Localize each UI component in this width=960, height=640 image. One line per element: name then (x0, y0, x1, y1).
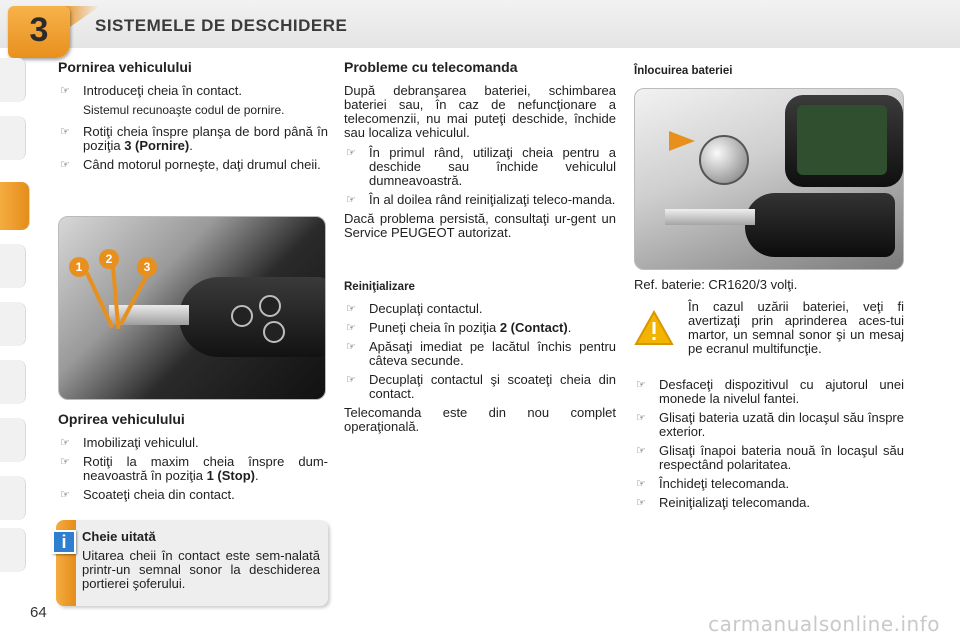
pointing-hand-icon: ☞ (60, 159, 70, 171)
reinit-final: Telecomanda este din nou complet operaţională. (344, 405, 616, 434)
position-marker-3: 3 (137, 257, 157, 277)
pointing-hand-icon: ☞ (636, 445, 646, 457)
column-middle (344, 60, 616, 440)
battery-replacement-photo (634, 88, 904, 270)
warning-text: În cazul uzării bateriei, veţi fi avertizaţi prin aprinderea aces-tui martor, un semnal sonor şi un mesaj pe ecranul multifuncţie. (688, 299, 904, 356)
start-note: Sistemul recunoaşte codul de pornire. (83, 103, 285, 117)
warning-triangle-icon (634, 310, 674, 346)
list-item: ☞ Decuplaţi contactul. (346, 301, 483, 316)
chapter-number-badge (8, 6, 70, 58)
info-title: Cheie uitată (82, 529, 156, 544)
list-item: ☞ Introduceţi cheia în contact. (60, 83, 242, 98)
list-item: ☞ Glisaţi bateria uzată din locaşul său înspre exterior. (636, 410, 904, 439)
side-tab-5[interactable] (0, 302, 26, 346)
column-left (58, 60, 328, 177)
position-label: 1 (Stop) (206, 468, 255, 483)
position-marker-2: 2 (99, 249, 119, 269)
section-title-remote-problems: Probleme cu telecomanda (344, 59, 518, 75)
info-icon: i (52, 530, 76, 554)
pointing-hand-icon: ☞ (346, 194, 356, 206)
list-item: ☞ Glisaţi înapoi bateria nouă în locaşul său respectând polaritatea. (636, 443, 904, 472)
list-item: ☞ În primul rând, utilizaţi cheia pentru a deschide sau închide vehiculul dumneavoastră. (346, 145, 616, 188)
stop-section (58, 412, 328, 507)
info-box-forgotten-key (56, 520, 328, 606)
column-right-title (634, 64, 904, 86)
pointing-hand-icon: ☞ (60, 456, 70, 468)
list-item: ☞ Scoateţi cheia din contact. (60, 487, 235, 502)
chapter-title: SISTEMELE DE DESCHIDERE (95, 16, 348, 35)
key-blade (665, 209, 755, 225)
locate-button-icon (263, 321, 285, 343)
battery-ref: Ref. baterie: CR1620/3 volţi. (634, 277, 798, 292)
closed-remote (745, 193, 895, 257)
section-title-stop: Oprirea vehiculului (58, 411, 185, 427)
open-remote (785, 95, 903, 187)
pointing-hand-icon: ☞ (60, 85, 70, 97)
side-tab-6[interactable] (0, 360, 26, 404)
list-item: ☞ Decuplaţi contactul şi scoateţi cheia din contact. (346, 372, 616, 401)
battery-coin-icon (699, 135, 749, 185)
watermark: carmanualsonline.info (708, 612, 940, 636)
side-tab-8[interactable] (0, 476, 26, 520)
list-item: ☞ Închideţi telecomanda. (636, 476, 790, 491)
pointing-hand-icon: ☞ (636, 379, 646, 391)
battery-ref-block (634, 278, 904, 298)
list-item: ☞ Imobilizaţi vehiculul. (60, 435, 199, 450)
remote-intro: După debranşarea bateriei, schimbarea bateriei sau, în caz de nefuncţionare a telecomenzii, nu mai puteţi deschide, închide sau localiza vehiculul. (344, 83, 616, 140)
section-title-battery: Înlocuirea bateriei (634, 65, 733, 77)
chapter-number: 3 (29, 11, 49, 49)
pointing-hand-icon: ☞ (636, 412, 646, 424)
ignition-key-photo (58, 216, 326, 400)
pointing-hand-icon: ☞ (60, 489, 70, 501)
pointing-hand-icon: ☞ (346, 374, 356, 386)
lock-button-icon (259, 295, 281, 317)
list-item: ☞ Apăsaţi imediat pe lacătul închis pentru câteva secunde. (346, 339, 616, 368)
position-label: 2 (Contact) (499, 320, 568, 335)
key-remote (179, 277, 326, 357)
section-title-reinit: Reiniţializare (344, 281, 415, 293)
info-body: Uitarea cheii în contact este sem-nalată printr-un semnal sonor la deschiderea portierei şoferului. (82, 548, 320, 591)
battery-steps (634, 378, 904, 515)
pointing-hand-icon: ☞ (346, 303, 356, 315)
list-item: ☞ În al doilea rând reiniţializaţi teleco-manda. (346, 192, 616, 207)
remote-circuit (797, 105, 887, 175)
page-header (0, 0, 960, 48)
pointing-hand-icon: ☞ (346, 147, 356, 159)
pointing-hand-icon: ☞ (636, 478, 646, 490)
side-tab-7[interactable] (0, 418, 26, 462)
unlock-button-icon (231, 305, 253, 327)
position-marker-1: 1 (69, 257, 89, 277)
pointing-hand-icon: ☞ (346, 322, 356, 334)
pointing-hand-icon: ☞ (60, 437, 70, 449)
list-item: ☞ Rotiţi la maxim cheia înspre dum-neavoastră în poziţia 1 (Stop). (60, 454, 328, 483)
page-number: 64 (30, 604, 47, 621)
pointing-hand-icon: ☞ (60, 126, 70, 138)
list-item: ☞ Rotiţi cheia înspre planşa de bord până în poziţia 3 (Pornire). (60, 124, 328, 153)
side-tab-3-active[interactable] (0, 182, 30, 230)
side-tab-9[interactable] (0, 528, 26, 572)
side-tab-4[interactable] (0, 244, 26, 288)
arrow-right-icon (669, 131, 695, 151)
side-tab-2[interactable] (0, 116, 26, 160)
battery-warning (634, 300, 904, 356)
list-item: ☞ Desfaceţi dispozitivul cu ajutorul unei monede la nivelul fantei. (636, 377, 904, 406)
list-item: ☞ Puneţi cheia în poziţia 2 (Contact). (346, 320, 572, 335)
side-tab-1[interactable] (0, 58, 26, 102)
pointing-hand-icon: ☞ (346, 341, 356, 353)
pointing-hand-icon: ☞ (636, 497, 646, 509)
position-label: 3 (Pornire) (124, 138, 190, 153)
list-item: ☞ Reiniţializaţi telecomanda. (636, 495, 811, 510)
list-item: ☞ Când motorul porneşte, daţi drumul cheii. (60, 157, 321, 172)
chapter-side-tabs (0, 58, 30, 578)
remote-after: Dacă problema persistă, consultaţi ur-gent un Service PEUGEOT autorizat. (344, 211, 616, 240)
section-title-start: Pornirea vehiculului (58, 59, 192, 75)
